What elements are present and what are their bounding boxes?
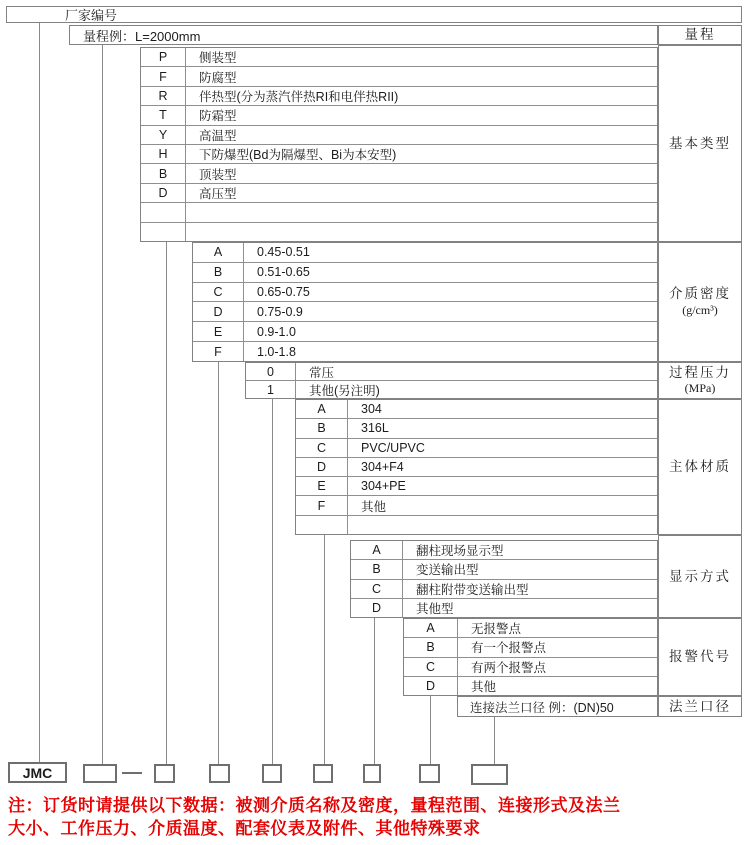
option-row xyxy=(141,184,657,203)
option-label: 0.51-0.65 xyxy=(257,265,310,280)
option-label xyxy=(186,203,657,221)
model-code-box-body-material xyxy=(313,764,333,783)
option-row xyxy=(404,658,657,677)
manufacturer-row: 厂家编号 xyxy=(6,6,742,23)
option-label: 高温型 xyxy=(199,128,237,143)
option-code: A xyxy=(404,619,458,637)
option-code: D xyxy=(193,302,244,321)
category-label-process-pressure xyxy=(658,362,742,399)
model-code-box-display-mode xyxy=(363,764,381,783)
option-code: D xyxy=(351,599,403,617)
option-row xyxy=(296,439,657,458)
option-code xyxy=(296,516,348,534)
option-row xyxy=(404,619,657,638)
option-code: H xyxy=(141,145,186,163)
option-code: 1 xyxy=(246,381,296,398)
option-label: 有两个报警点 xyxy=(471,660,547,675)
category-sub: (g/cm³) xyxy=(682,302,718,317)
option-code: E xyxy=(296,477,348,495)
category-text: 介质密度 xyxy=(669,286,731,302)
option-label: 顶装型 xyxy=(199,167,237,182)
model-dash xyxy=(122,772,142,774)
option-row xyxy=(296,400,657,419)
model-code-box-basic-type xyxy=(154,764,175,783)
option-label: 变送输出型 xyxy=(416,563,479,578)
connector-line-body-material xyxy=(324,535,325,764)
model-code-box-range xyxy=(83,764,117,783)
option-row xyxy=(404,638,657,657)
option-label: 0.75-0.9 xyxy=(257,304,303,319)
option-row xyxy=(141,87,657,106)
option-code xyxy=(141,203,186,221)
category-label-medium-density xyxy=(658,242,742,362)
option-code: B xyxy=(404,638,458,656)
option-code: B xyxy=(351,560,403,578)
option-row xyxy=(193,322,657,342)
option-label: 无报警点 xyxy=(471,622,522,637)
option-code: A xyxy=(193,243,244,262)
model-prefix-box: JMC xyxy=(8,762,67,783)
option-label: 316L xyxy=(361,421,389,436)
option-code: E xyxy=(193,322,244,341)
option-row xyxy=(193,263,657,283)
option-row xyxy=(351,599,657,617)
option-code: A xyxy=(351,541,403,559)
flange-size-row: 连接法兰口径 例：(DN)50 xyxy=(457,696,658,717)
category-label-range xyxy=(658,25,742,45)
option-label: 伴热型(分为蒸汽伴热RI和电伴热RII) xyxy=(199,90,399,105)
option-code: B xyxy=(296,419,348,437)
option-code: D xyxy=(141,184,186,202)
option-label: 侧装型 xyxy=(199,51,237,66)
option-label: 翻柱现场显示型 xyxy=(416,544,504,559)
option-label: 0.45-0.51 xyxy=(257,245,310,260)
option-row xyxy=(141,106,657,125)
option-label: 304+F4 xyxy=(361,459,404,474)
option-code: C xyxy=(193,283,244,302)
model-code-box-medium-density xyxy=(209,764,230,783)
model-code-box-process-pressure xyxy=(262,764,282,783)
category-text: 过程压力 xyxy=(669,364,731,380)
option-code: F xyxy=(141,67,186,85)
option-label: 304 xyxy=(361,402,382,417)
option-label: 其他 xyxy=(471,679,497,694)
option-row xyxy=(296,419,657,438)
option-label: PVC/UPVC xyxy=(361,440,425,455)
option-row xyxy=(141,164,657,183)
option-label xyxy=(348,516,657,534)
option-label: 防霜型 xyxy=(199,109,237,124)
option-label: 防腐型 xyxy=(199,70,237,85)
option-label: 有一个报警点 xyxy=(471,641,547,656)
connector-line-flange-size xyxy=(494,717,495,764)
option-code: F xyxy=(193,342,244,361)
option-code: C xyxy=(404,658,458,676)
option-row xyxy=(141,145,657,164)
order-note-line1: 注：订货时请提供以下数据：被测介质名称及密度，量程范围、连接形式及法兰 xyxy=(8,796,621,815)
option-code: Y xyxy=(141,126,186,144)
order-note xyxy=(8,794,748,840)
option-label: 常压 xyxy=(309,365,335,380)
category-text: 基本类型 xyxy=(669,135,731,151)
option-row xyxy=(141,223,657,241)
option-row xyxy=(296,496,657,515)
category-label-alarm-code xyxy=(658,618,742,696)
option-label: 下防爆型(Bd为隔爆型、Bi为本安型) xyxy=(199,148,397,163)
category-label-flange-size xyxy=(658,696,742,717)
option-label: 0.9-1.0 xyxy=(257,324,296,339)
category-text: 显示方式 xyxy=(669,568,731,584)
range-row: 量程例：L=2000mm xyxy=(69,25,658,45)
category-label-body-material xyxy=(658,399,742,535)
option-row xyxy=(141,48,657,67)
model-code-box-flange-size xyxy=(471,764,508,785)
option-code: A xyxy=(296,400,348,418)
option-label: 其他型 xyxy=(416,601,454,616)
option-row xyxy=(141,126,657,145)
option-row xyxy=(404,677,657,695)
option-code: R xyxy=(141,87,186,105)
option-code: C xyxy=(351,580,403,598)
option-row xyxy=(296,516,657,534)
option-code: D xyxy=(404,677,458,695)
option-code: B xyxy=(141,164,186,182)
section-display-mode xyxy=(350,540,658,618)
option-label: 其他(另注明) xyxy=(309,383,380,398)
option-row xyxy=(193,302,657,322)
category-text: 主体材质 xyxy=(669,459,731,475)
section-basic-type xyxy=(140,47,658,242)
option-label: 翻柱附带变送输出型 xyxy=(416,582,529,597)
option-label: 304+PE xyxy=(361,479,406,494)
option-row xyxy=(296,477,657,496)
order-note-line2: 大小、工作压力、介质温度、配套仪表及附件、其他特殊要求 xyxy=(8,819,481,838)
category-text: 量程 xyxy=(684,27,716,43)
section-medium-density xyxy=(192,242,658,362)
option-row xyxy=(193,283,657,303)
option-row xyxy=(193,342,657,361)
section-body-material xyxy=(295,399,658,535)
category-text: 报警代号 xyxy=(669,649,731,665)
option-row xyxy=(141,67,657,86)
category-label-display-mode xyxy=(658,535,742,618)
option-row xyxy=(351,541,657,560)
option-label xyxy=(186,223,657,241)
category-sub: (MPa) xyxy=(684,381,716,396)
model-code-box-alarm-code xyxy=(419,764,440,783)
connector-line-process-pressure xyxy=(272,399,273,764)
option-row xyxy=(351,560,657,579)
option-row xyxy=(246,381,657,398)
option-label: 0.65-0.75 xyxy=(257,285,310,300)
connector-line-range xyxy=(102,45,103,764)
option-label: 其他 xyxy=(361,499,387,514)
category-label-basic-type xyxy=(658,45,742,242)
category-text: 法兰口径 xyxy=(669,698,731,714)
option-label: 1.0-1.8 xyxy=(257,344,296,359)
connector-line-manufacturer xyxy=(39,23,40,762)
option-code: 0 xyxy=(246,363,296,380)
option-code: D xyxy=(296,458,348,476)
option-row xyxy=(141,203,657,222)
option-label: 高压型 xyxy=(199,187,237,202)
option-row xyxy=(351,580,657,599)
option-row xyxy=(193,243,657,263)
option-code: B xyxy=(193,263,244,282)
option-code: T xyxy=(141,106,186,124)
option-code: C xyxy=(296,439,348,457)
connector-line-basic-type xyxy=(166,242,167,764)
connector-line-medium-density xyxy=(218,362,219,764)
option-code: P xyxy=(141,48,186,66)
option-row xyxy=(246,363,657,381)
option-row xyxy=(296,458,657,477)
option-code xyxy=(141,223,186,241)
section-alarm-code xyxy=(403,618,658,696)
connector-line-alarm-code xyxy=(430,696,431,764)
option-code: F xyxy=(296,496,348,514)
connector-line-display-mode xyxy=(374,618,375,764)
section-process-pressure xyxy=(245,362,658,399)
